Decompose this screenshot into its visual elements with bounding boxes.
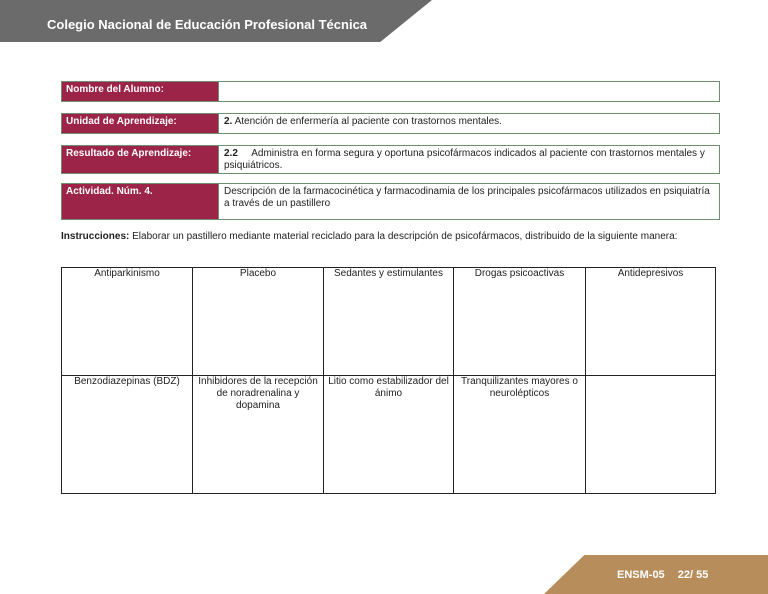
activity-label: Actividad. Núm. 4. bbox=[62, 184, 218, 219]
learning-result-value bbox=[218, 146, 719, 173]
learning-result-number: 2.2 bbox=[224, 148, 238, 159]
grid-row bbox=[62, 376, 716, 494]
learning-unit-number: 2. bbox=[224, 116, 233, 127]
activity-row bbox=[61, 183, 720, 220]
grid-cell: Drogas psicoactivas bbox=[454, 268, 586, 376]
learning-unit-row bbox=[61, 113, 720, 134]
grid-cell bbox=[586, 376, 716, 494]
grid-cell: Antiparkinismo bbox=[62, 268, 193, 376]
pillbox-grid bbox=[61, 267, 716, 494]
grid-cell: Sedantes y estimulantes bbox=[324, 268, 454, 376]
grid-cell: Inhibidores de la recepción de noradrenalina y dopamina bbox=[193, 376, 324, 494]
grid-row bbox=[62, 268, 716, 376]
grid-cell: Placebo bbox=[193, 268, 324, 376]
institution-title: Colegio Nacional de Educación Profesional Técnica bbox=[47, 17, 368, 32]
document-code: ENSM-05 bbox=[617, 569, 665, 581]
student-name-label: Nombre del Alumno: bbox=[62, 82, 218, 101]
student-name-row bbox=[61, 81, 720, 102]
grid-cell: Benzodiazepinas (BDZ) bbox=[62, 376, 193, 494]
learning-result-text: Administra en forma segura y oportuna psicofármacos indicados al paciente con trastornos mentales y psiquiátricos. bbox=[224, 148, 705, 171]
learning-unit-text: Atención de enfermería al paciente con trastornos mentales. bbox=[234, 116, 502, 127]
instructions bbox=[61, 231, 721, 243]
instructions-label: Instrucciones: bbox=[61, 231, 130, 242]
learning-result-row bbox=[61, 145, 720, 174]
instructions-text: Elaborar un pastillero mediante material reciclado para la descripción de psicofármacos, distribuido de la siguiente manera: bbox=[132, 231, 678, 242]
student-name-field[interactable] bbox=[218, 82, 719, 101]
learning-result-label: Resultado de Aprendizaje: bbox=[62, 146, 218, 173]
footer bbox=[617, 569, 708, 581]
page-number: 22/ 55 bbox=[677, 569, 709, 581]
learning-unit-value bbox=[218, 114, 719, 133]
grid-cell: Tranquilizantes mayores o neurolépticos bbox=[454, 376, 586, 494]
learning-unit-label: Unidad de Aprendizaje: bbox=[62, 114, 218, 133]
activity-text: Descripción de la farmacocinética y farmacodinamia de los principales psicofármacos utilizados en psiquiatría a través de un pastillero bbox=[218, 184, 719, 219]
grid-cell: Litio como estabilizador del ánimo bbox=[324, 376, 454, 494]
grid-cell: Antidepresivos bbox=[586, 268, 716, 376]
